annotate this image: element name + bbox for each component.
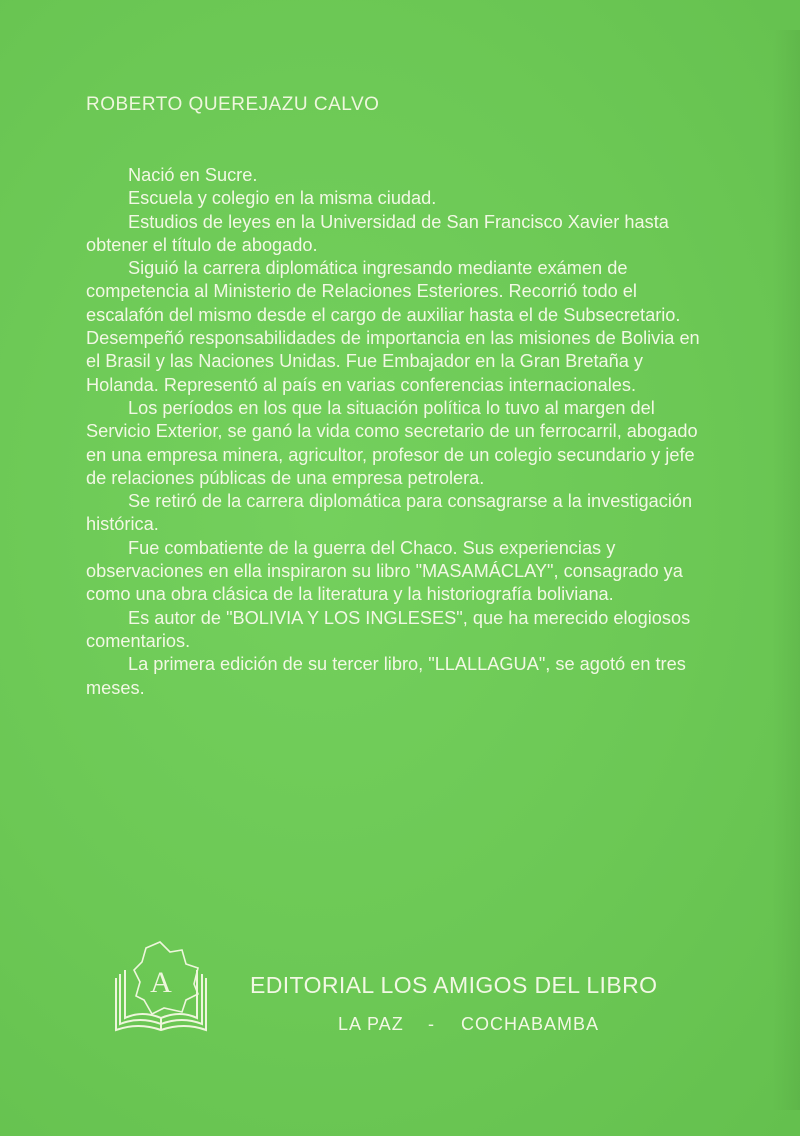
author-name: ROBERTO QUEREJAZU CALVO (86, 94, 380, 115)
bio-paragraph: Escuela y colegio en la misma ciudad. (128, 188, 437, 209)
bio-paragraph: Fue combatiente de la guerra del Chaco. Sus experiencias y observaciones en ella inspiraron su libro "MASAMÁCLAY", consagrado ya como una obra clásica de la literatura y la historiografía boliviana. (86, 537, 683, 605)
bio-paragraph: Estudios de leyes en la Universidad de San Francisco Xavier hasta obtener el título de abogado. (86, 211, 669, 255)
publisher-logo-icon (112, 938, 210, 1034)
bio-paragraph: La primera edición de su tercer libro, "LLALLAGUA", se agotó en tres meses. (86, 654, 686, 698)
city-separator: - (428, 1014, 435, 1034)
bio-paragraph: Los períodos en los que la situación política lo tuvo al margen del Servicio Exterior, se ganó la vida como secretario de un ferrocarril, abogado en una empresa minera, agricultor, profesor de un colegio secundario y jefe de relaciones públicas de una empresa petrolera. (86, 397, 698, 488)
author-biography (86, 164, 712, 700)
publisher-city-cochabamba: COCHABAMBA (461, 1014, 600, 1034)
bio-paragraph: Siguió la carrera diplomática ingresando mediante exámen de competencia al Ministerio de Relaciones Esteriores. Recorrió todo el escalafón del mismo desde el cargo de auxiliar hasta el de Subsecretario. Desempeñó responsabilidades de importancia en las misiones de Bolivia en el Brasil y las Naciones Unidas. Fue Embajador en la Gran Bretaña y Holanda. Representó al país en varias conferencias internacionales. (86, 258, 700, 395)
bio-paragraph: Es autor de "BOLIVIA Y LOS INGLESES", que ha merecido elogiosos comentarios. (86, 607, 691, 651)
publisher-name: EDITORIAL LOS AMIGOS DEL LIBRO (250, 972, 658, 998)
bio-paragraph: Nació en Sucre. (128, 165, 258, 185)
publisher-city-la-paz: LA PAZ (338, 1014, 404, 1034)
cover-edge-shadow (772, 30, 800, 1110)
bio-paragraph: Se retiró de la carrera diplomática para consagrarse a la investigación histórica. (86, 491, 693, 535)
logo-monogram: A (150, 966, 172, 999)
